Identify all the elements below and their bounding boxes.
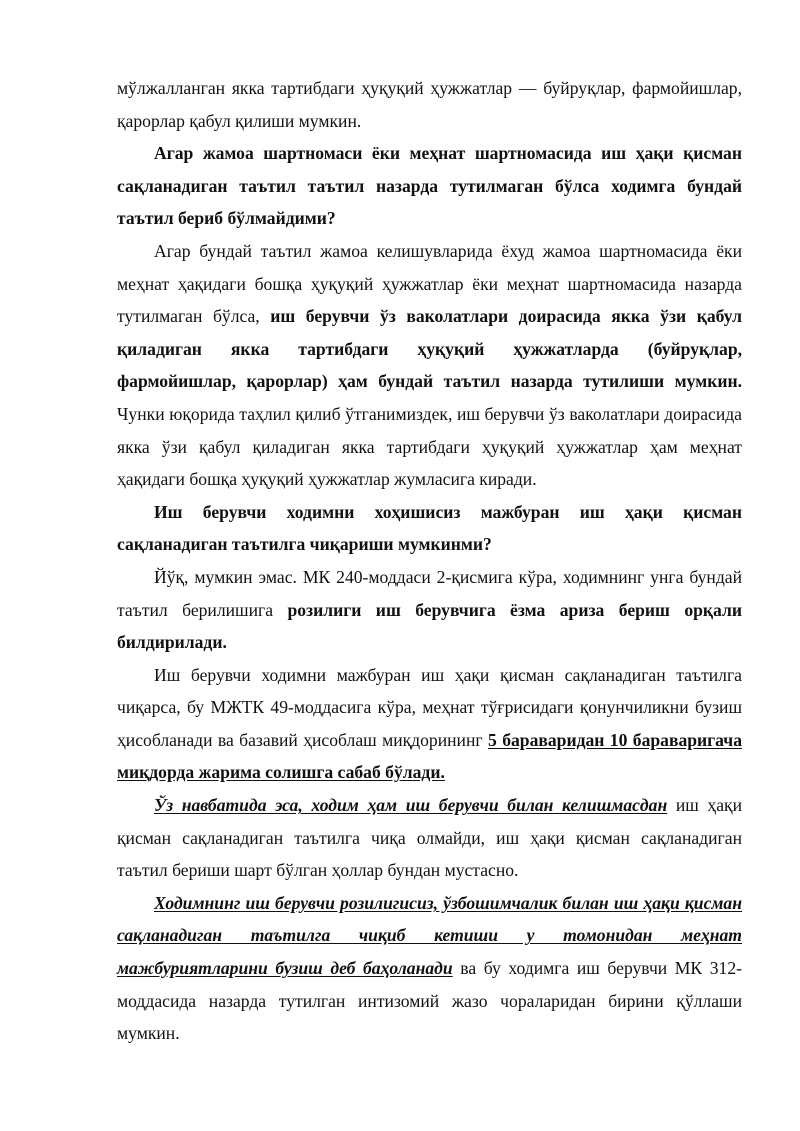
question-heading-1 [117, 137, 742, 235]
question-text: Агар жамоа шартномаси ёки меҳнат шартномасида иш ҳақи қисман сақланадиган таътил таътил назарда тутилмаган бўлса ходимга бундай таътил бериб бўлмайдими? [117, 143, 742, 229]
paragraph-text: Иш берувчи ходимни мажбуран иш ҳақи қисман сақланадиган таътилга чиқарса, бу МЖТК 49-моддасига кўра, меҳнат тўғрисидаги қонунчиликни бузиш ҳисобланади ва базавий ҳисоблаш миқдорининг [117, 664, 742, 750]
answer-paragraph-3 [117, 659, 742, 789]
bold-underlined-emphasis: 5 баравaридан 10 бараваригача миқдорда жарима солишга сабаб бўлади. [117, 729, 742, 783]
question-heading-2 [117, 496, 742, 561]
paragraph-text: Агар бундай таътил жамоа келишувларида ёхуд жамоа шартномасида ёки меҳнат ҳақидаги бошқа ҳуқуқий ҳужжатлар ёки меҳнат шартномасида назарда тутилмаган бўлса, [117, 240, 742, 327]
paragraph-text: Чунки юқорида таҳлил қилиб ўтганимиздек, иш берувчи ўз ваколатлари доирасида якка ўзи қабул қиладиган якка тартибдаги ҳуқуқий ҳужжатлар ҳам меҳнат ҳақидаги бошқа ҳуқуқий ҳужжатлар жумласига киради. [117, 403, 742, 490]
answer-paragraph-4 [117, 789, 742, 887]
question-text: Иш берувчи ходимни хоҳишисиз мажбуран иш ҳақи қисман сақланадиган таътилга чиқариши мумкинми? [117, 501, 742, 555]
paragraph-text: ва бу ходимга иш берувчи МК 312-моддасида назарда тутилган интизомий жазо чораларидан бирини қўллаши мумкин. [117, 958, 742, 1044]
paragraph-continuation [117, 72, 742, 137]
answer-paragraph-1 [117, 235, 742, 496]
answer-paragraph-5 [117, 887, 742, 1050]
bold-italic-underlined-emphasis: Ўз навбатида эса, ходим ҳам иш берувчи билан келишмасдан [154, 795, 668, 816]
paragraph-text: мўлжалланган якка тартибдаги ҳуқуқий ҳужжатлар — буйруқлар, фармойишлар, қарорлар қабул қилиши мумкин. [117, 78, 742, 131]
paragraph-text: иш ҳақи қисман сақланадиган таътилга чиқа олмайди, иш ҳақи қисман сақланадиган таътил бериши шарт бўлган ҳоллар бундан мустасно. [117, 795, 742, 881]
paragraph-text: Йўқ, мумкин эмас. МК 240-моддаси 2-қисмига кўра, ходимнинг унга бундай таътил берилишига [117, 566, 742, 620]
bold-emphasis: иш берувчи ўз ваколатлари доирасида якка ўзи қабул қиладиган якка тартибдаги ҳуқуқий ҳужжатларда (буйруқлар, фармойишлар, қарорлар) ҳам бундай таътил назарда тутилиши мумкин. [117, 306, 742, 392]
answer-paragraph-2 [117, 561, 742, 659]
bold-italic-underlined-emphasis: Ходимнинг иш берувчи розилигисиз, ўзбошимчалик билан иш ҳақи қисман сақланадиган таътилга чиқиб кетиши у томонидан меҳнат мажбуриятларини бузиш деб баҳоланади [117, 892, 742, 979]
bold-emphasis: розилиги иш берувчига ёзма ариза бериш орқали билдирилади. [117, 599, 742, 653]
document-page [117, 72, 742, 1050]
